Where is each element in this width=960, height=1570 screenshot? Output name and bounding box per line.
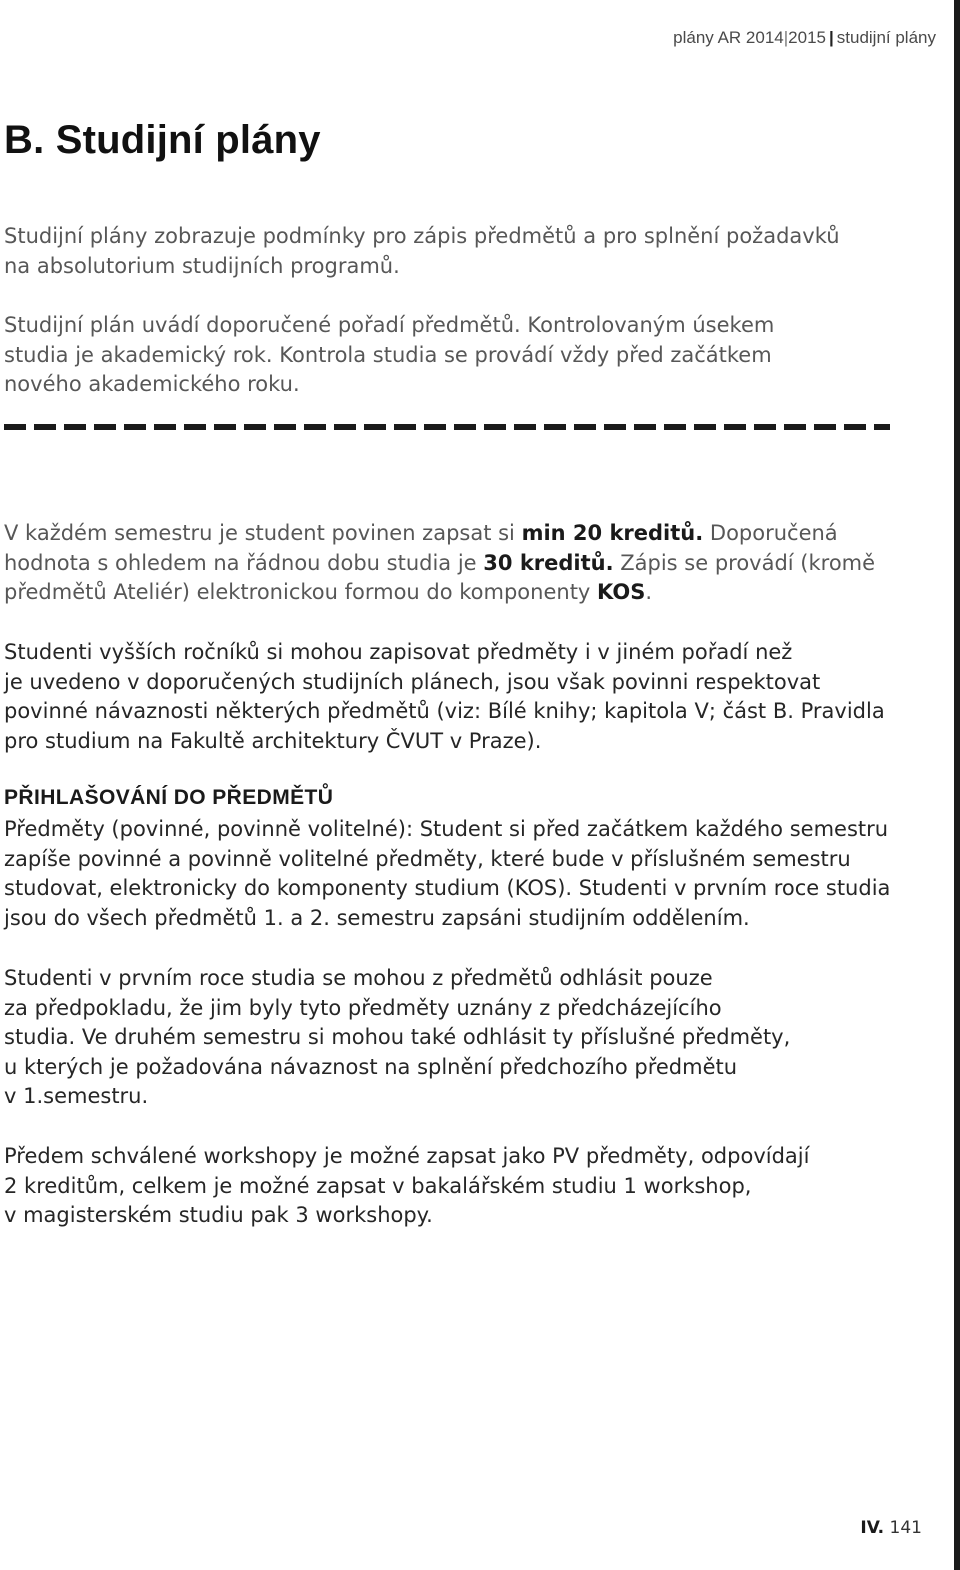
text-line: povinné návaznosti některých předmětů (viz: Bílé knihy; kapitola V; část B. Pravidla <box>4 699 885 724</box>
recommended-credits-emphasis: 30 kreditů. <box>483 550 614 575</box>
running-header <box>673 28 936 48</box>
order-paragraph <box>4 638 885 756</box>
text-line: Studenti v prvním roce studia se mohou z předmětů odhlásit pouze <box>4 966 713 990</box>
text-line: 2 kreditům, celkem je možné zapsat v bakalářském studiu 1 workshop, <box>4 1173 752 1198</box>
registration-heading: PŘIHLAŠOVÁNÍ DO PŘEDMĚTŮ <box>4 786 334 809</box>
credits-paragraph <box>4 519 875 608</box>
text-line: zapíše povinné a povinně volitelné předměty, které bude v příslušném semestru <box>4 846 851 871</box>
text-fragment: Zápis se provádí (kromě <box>613 550 876 575</box>
text-fragment: . <box>645 580 653 605</box>
registration-paragraph-1 <box>4 815 890 933</box>
text-line: na absolutorium studijních programů. <box>4 253 400 278</box>
text-line: pro studium na Fakultě architektury ČVUT v Praze). <box>4 728 542 753</box>
text-line: studia. Ve druhém semestru si mohou také odhlásit ty příslušné předměty, <box>4 1025 791 1050</box>
text-line: Studenti vyšších ročníků si mohou zapisovat předměty i v jiném pořadí než <box>4 640 793 664</box>
intro-paragraph-2 <box>4 311 774 400</box>
text-fragment: předmětů Ateliér) elektronickou formou do komponenty <box>4 580 598 605</box>
text-line: Studijní plány zobrazuje podmínky pro zápis předmětů a pro splnění požadavků <box>4 224 840 248</box>
text-fragment: hodnota s ohledem na řádnou dobu studia je <box>4 550 484 575</box>
min-credits-emphasis: min 20 kreditů. <box>521 521 704 545</box>
text-line: Předem schválené workshopy je možné zapsat jako PV předměty, odpovídají <box>4 1144 810 1168</box>
header-plans: plány AR 2014 <box>673 28 784 47</box>
text-line: studovat, elektronicky do komponenty studium (KOS). Studenti v prvním roce studia <box>4 876 891 901</box>
text-fragment: V každém semestru je student povinen zapsat si <box>4 521 522 545</box>
page-number <box>860 1518 922 1538</box>
text-line: Předměty (povinné, povinně volitelné): Student si před začátkem každého semestru <box>4 817 889 841</box>
page-title: B. Studijní plány <box>4 118 321 162</box>
page-edge-bar <box>954 0 960 1570</box>
dashed-divider <box>4 424 890 430</box>
header-section: studijní plány <box>836 28 936 47</box>
text-line: v 1.semestru. <box>4 1084 149 1109</box>
text-line: studia je akademický rok. Kontrola studia se provádí vždy před začátkem <box>4 342 772 367</box>
text-line: Studijní plán uvádí doporučené pořadí předmětů. Kontrolovaným úsekem <box>4 313 775 337</box>
registration-paragraph-3 <box>4 1142 809 1231</box>
text-line: u kterých je požadována návaznost na splnění předchozího předmětu <box>4 1054 738 1079</box>
text-line: v magisterském studiu pak 3 workshopy. <box>4 1203 433 1228</box>
header-year-separator: | <box>783 28 789 47</box>
page-number-value: 141 <box>889 1518 922 1538</box>
registration-paragraph-2 <box>4 964 790 1112</box>
header-year: 2015 <box>788 28 826 47</box>
text-line: za předpokladu, že jim byly tyto předměty uznány z předcházejícího <box>4 995 722 1020</box>
header-bar: | <box>829 28 834 47</box>
chapter-number: IV. <box>860 1518 885 1538</box>
text-line: jsou do všech předmětů 1. a 2. semestru zapsáni studijním oddělením. <box>4 905 750 930</box>
intro-paragraph-1 <box>4 222 840 281</box>
kos-emphasis: KOS <box>597 580 646 605</box>
text-fragment: Doporučená <box>703 521 838 545</box>
text-line: je uvedeno v doporučených studijních plánech, jsou však povinni respektovat <box>4 669 821 694</box>
text-line: nového akademického roku. <box>4 372 300 397</box>
